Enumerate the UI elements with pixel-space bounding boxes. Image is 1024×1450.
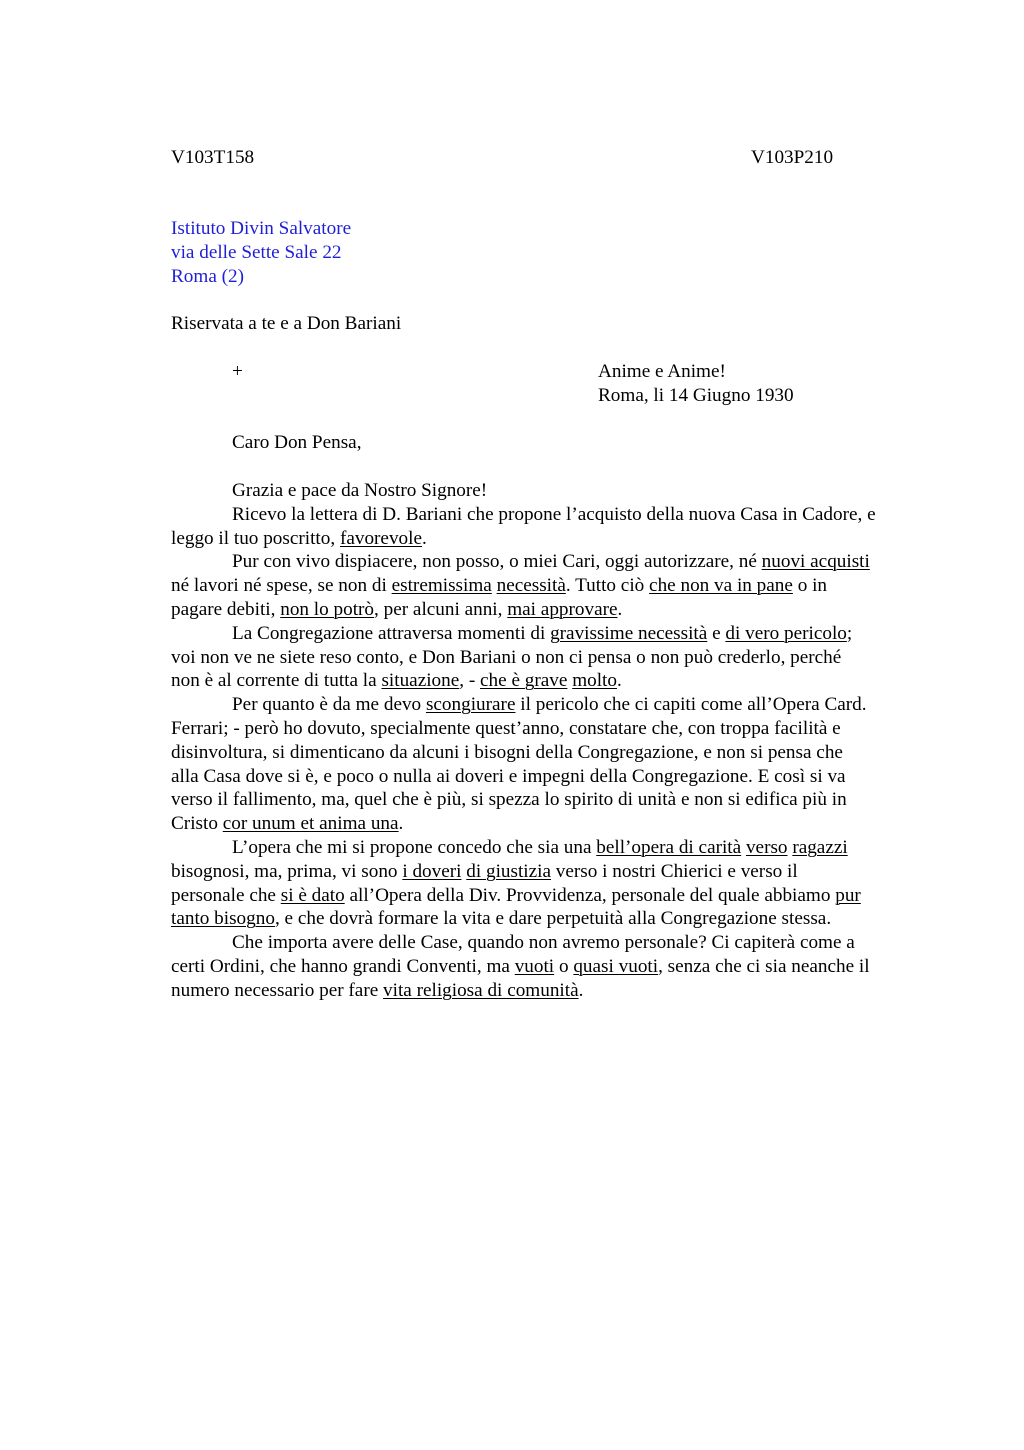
underlined-text: tanto bisogno [171,908,275,930]
underlined-text: cor unum et anima una [222,813,399,835]
body-text: ; [846,622,853,644]
body-text: . [578,979,584,1001]
body-line [232,550,870,574]
body-text: Ferrari; - però ho dovuto, specialmente quest’anno, constatare che, con troppa facilità e [171,718,841,739]
body-line [171,812,403,836]
underlined-text: vuoti [514,956,555,977]
body-text: La Congregazione attraversa momenti di [232,622,551,644]
body-line [232,479,487,503]
body-text: , per alcuni anni, [374,599,508,620]
underlined-text: di vero pericolo [725,622,847,644]
underlined-text: quasi vuoti [573,956,659,977]
body-text: . [398,813,404,835]
underlined-text: scongiurare [425,694,516,716]
underlined-text: favorevole [339,527,422,549]
body-text: alla Casa dove si è, e poco o nulla ai doveri e impegni della Congregazione. E così si va [171,765,846,787]
underlined-text: di giustizia [466,860,551,882]
body-line [171,907,831,931]
underlined-text: gravissime necessità [550,622,708,644]
document-code-left: V103T158 [171,147,255,168]
address-line-3: Roma (2) [171,266,245,287]
body-text: disinvoltura, si dimenticano da alcuni i bisogni della Congregazione, e non si pensa che [171,741,843,763]
body-line [171,860,798,884]
body-text: . [617,599,623,620]
underlined-text: vita religiosa di comunità [383,979,579,1001]
body-line [171,955,870,979]
body-text: Che importa avere delle Case, quando non avremo personale? Ci capiterà come a [232,932,855,954]
underlined-text: che è grave [480,670,568,692]
underlined-text: estremissima [391,575,492,597]
body-text: Ricevo la lettera di D. Bariani che propone l’acquisto della nuova Casa in Cadore, e [232,503,876,525]
body-text: né lavori né spese, se non di [171,575,392,597]
body-line [232,503,876,527]
body-text: verso il fallimento, ma, quel che è più, si spezza lo spirito di unità e non si edifica più in [171,789,847,811]
underlined-text: si è dato [280,884,345,906]
body-text: . [422,527,427,549]
body-line [232,622,852,646]
body-text: numero necessario per fare [171,979,384,1001]
body-text: non è al corrente di tutta la [171,670,382,692]
underlined-text: pur [835,884,861,906]
underlined-text: molto [572,670,617,692]
underlined-text: ragazzi [792,837,848,858]
body-text: , - [459,670,481,692]
body-line [171,741,843,765]
body-text: il pericolo che ci capiti come all’Opera Card. [515,694,867,716]
body-text: L’opera che mi si propone concedo che sia una [232,837,597,858]
underlined-text: bell’opera di carità [596,837,742,858]
body-line [232,836,848,860]
body-text: Cristo [171,813,223,835]
underlined-text: mai approvare [507,599,618,620]
address-line-2: via delle Sette Sale 22 [171,242,342,263]
body-text: , senza che ci sia neanche il [658,956,870,977]
motto: Anime e Anime! [598,361,726,382]
underlined-text: necessità [496,575,566,597]
document-code-right: V103P210 [751,147,834,168]
body-text: Grazia e pace da Nostro Signore! [232,480,488,501]
body-text: , e che dovrà formare la vita e dare perpetuità alla Congregazione stessa. [274,908,832,930]
address-line-1: Istituto Divin Salvatore [171,218,352,239]
body-text: o [554,956,574,977]
cross-mark: + [232,361,243,382]
body-text: bisognosi, ma, prima, vi sono [171,860,403,882]
place-date: Roma, li 14 Giugno 1930 [598,385,794,406]
body-text: Pur con vivo dispiacere, non posso, o miei Cari, oggi autorizzare, né [232,551,762,573]
body-text: all’Opera della Div. Provvidenza, personale del quale abbiamo [344,884,836,906]
body-line [171,574,827,598]
underlined-text: non lo potrò [280,599,375,620]
salutation: Caro Don Pensa, [232,432,362,453]
body-text: pagare debiti, [171,599,281,620]
body-line [232,931,855,955]
body-text: Per quanto è da me devo [232,694,426,716]
body-text: verso i nostri Chierici e verso il [551,860,798,882]
underlined-text: che non va in pane [649,575,793,597]
underlined-text: nuovi acquisti [761,551,870,573]
body-text: voi non ve ne siete reso conto, e Don Bariani o non ci pensa o non può crederlo, perché [171,646,842,668]
body-text: certi Ordini, che hanno grandi Conventi, ma [171,956,515,977]
reserved-note: Riservata a te e a Don Bariani [171,313,402,334]
body-line [232,693,867,717]
underlined-text: verso [745,837,788,858]
body-line [171,717,841,741]
body-line [171,527,427,551]
body-line [171,598,622,622]
body-line [171,979,583,1003]
underlined-text: i doveri [402,860,462,882]
body-line [171,788,847,812]
body-line [171,669,622,693]
body-line [171,646,841,670]
body-line [171,884,861,908]
body-text: . [616,670,622,692]
body-text: e [707,622,726,644]
underlined-text: situazione [381,670,460,692]
body-text: o in [792,575,828,597]
body-text: . Tutto ciò [565,575,650,597]
body-text: personale che [171,884,281,906]
body-line [171,765,846,789]
body-text: leggo il tuo poscritto, [171,527,340,549]
